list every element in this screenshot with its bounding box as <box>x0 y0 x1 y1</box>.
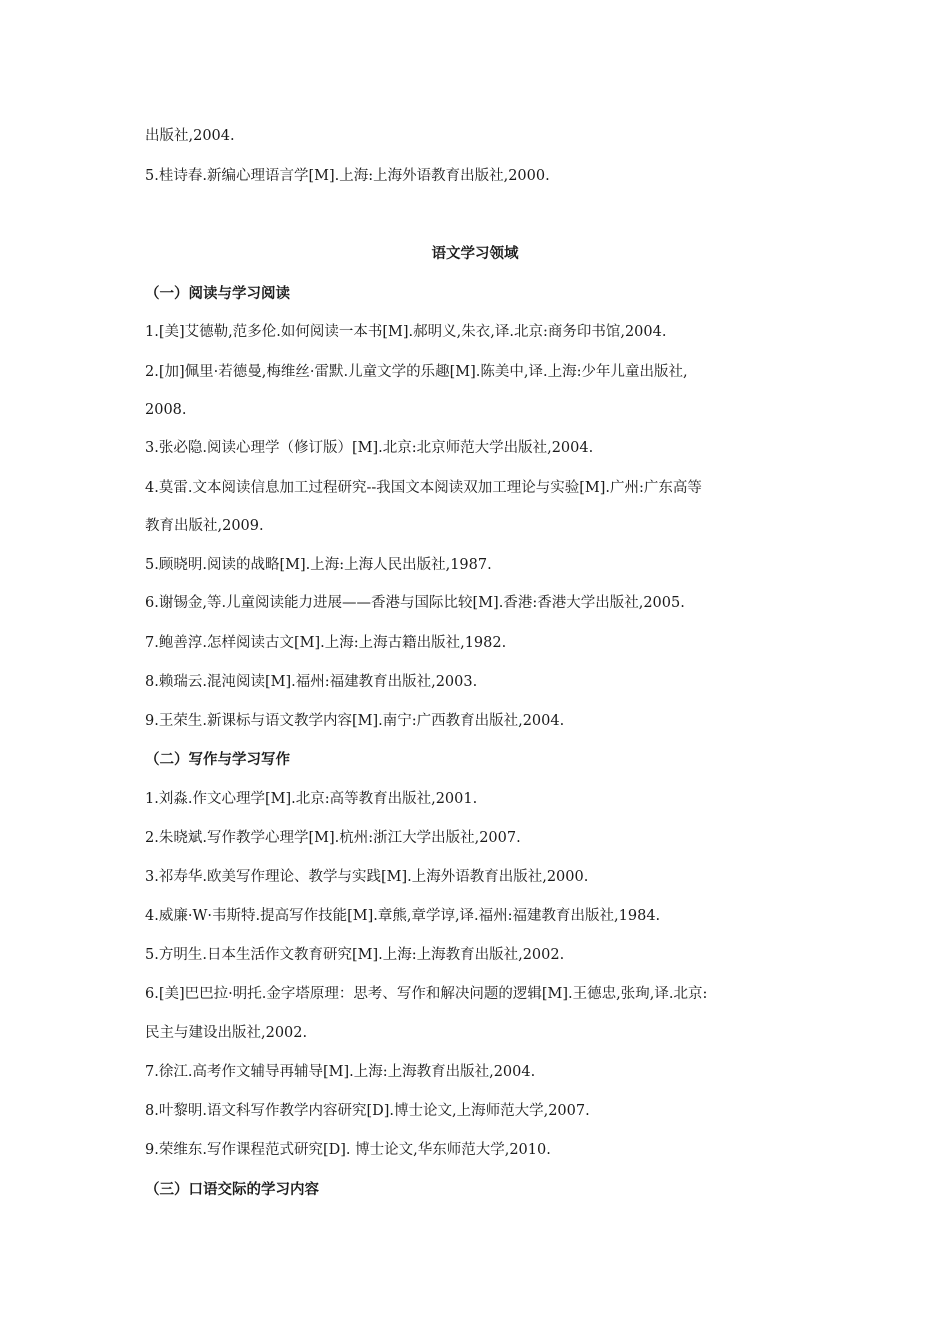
reference-entry: 1.[美]艾德勒,范多伦.如何阅读一本书[M].郝明义,朱衣,译.北京:商务印书馆,2004. <box>145 324 667 340</box>
continuation-line: 出版社,2004. <box>145 128 235 144</box>
continuation-line: 2008. <box>145 402 187 418</box>
reference-entry: 5.桂诗春.新编心理语言学[M].上海:上海外语教育出版社,2000. <box>145 168 550 184</box>
reference-entry: 8.叶黎明.语文科写作教学内容研究[D].博士论文,上海师范大学,2007. <box>145 1103 590 1119</box>
subsection-heading: （三）口语交际的学习内容 <box>145 1182 319 1198</box>
reference-entry: 4.威廉·W·韦斯特.提高写作技能[M].章熊,章学谆,译.福州:福建教育出版社,1984. <box>145 908 661 924</box>
reference-entry: 5.顾晓明.阅读的战略[M].上海:上海人民出版社,1987. <box>145 557 492 573</box>
reference-entry: 9.荣维东.写作课程范式研究[D]. 博士论文,华东师范大学,2010. <box>145 1142 551 1158</box>
reference-entry: 6.谢锡金,等.儿童阅读能力进展——香港与国际比较[M].香港:香港大学出版社,2005. <box>145 595 685 611</box>
reference-entry: 8.赖瑞云.混沌阅读[M].福州:福建教育出版社,2003. <box>145 674 478 690</box>
continuation-line: 教育出版社,2009. <box>145 518 264 534</box>
subsection-heading: （二）写作与学习写作 <box>145 752 290 768</box>
reference-entry: 3.祁寿华.欧美写作理论、教学与实践[M].上海外语教育出版社,2000. <box>145 869 589 885</box>
reference-entry: 2.[加]佩里·若德曼,梅维丝·雷默.儿童文学的乐趣[M].陈美中,译.上海:少年儿童出版社, <box>145 364 688 380</box>
reference-entry: 6.[美]巴巴拉·明托.金字塔原理：思考、写作和解决问题的逻辑[M].王德忠,张珣,译.北京: <box>145 986 708 1002</box>
reference-entry: 2.朱晓斌.写作教学心理学[M].杭州:浙江大学出版社,2007. <box>145 830 521 846</box>
reference-entry: 7.徐江.高考作文辅导再辅导[M].上海:上海教育出版社,2004. <box>145 1064 536 1080</box>
subsection-heading: （一）阅读与学习阅读 <box>145 286 290 302</box>
reference-entry: 5.方明生.日本生活作文教育研究[M].上海:上海教育出版社,2002. <box>145 947 565 963</box>
section-title: 语文学习领域 <box>431 246 519 262</box>
reference-entry: 7.鲍善淳.怎样阅读古文[M].上海:上海古籍出版社,1982. <box>145 635 507 651</box>
continuation-line: 民主与建设出版社,2002. <box>145 1025 308 1041</box>
reference-entry: 9.王荣生.新课标与语文教学内容[M].南宁:广西教育出版社,2004. <box>145 713 565 729</box>
reference-entry: 4.莫雷.文本阅读信息加工过程研究--我国文本阅读双加工理论与实验[M].广州:广东高等 <box>145 480 702 496</box>
reference-entry: 1.刘淼.作文心理学[M].北京:高等教育出版社,2001. <box>145 791 478 807</box>
reference-entry: 3.张必隐.阅读心理学（修订版）[M].北京:北京师范大学出版社,2004. <box>145 440 594 456</box>
